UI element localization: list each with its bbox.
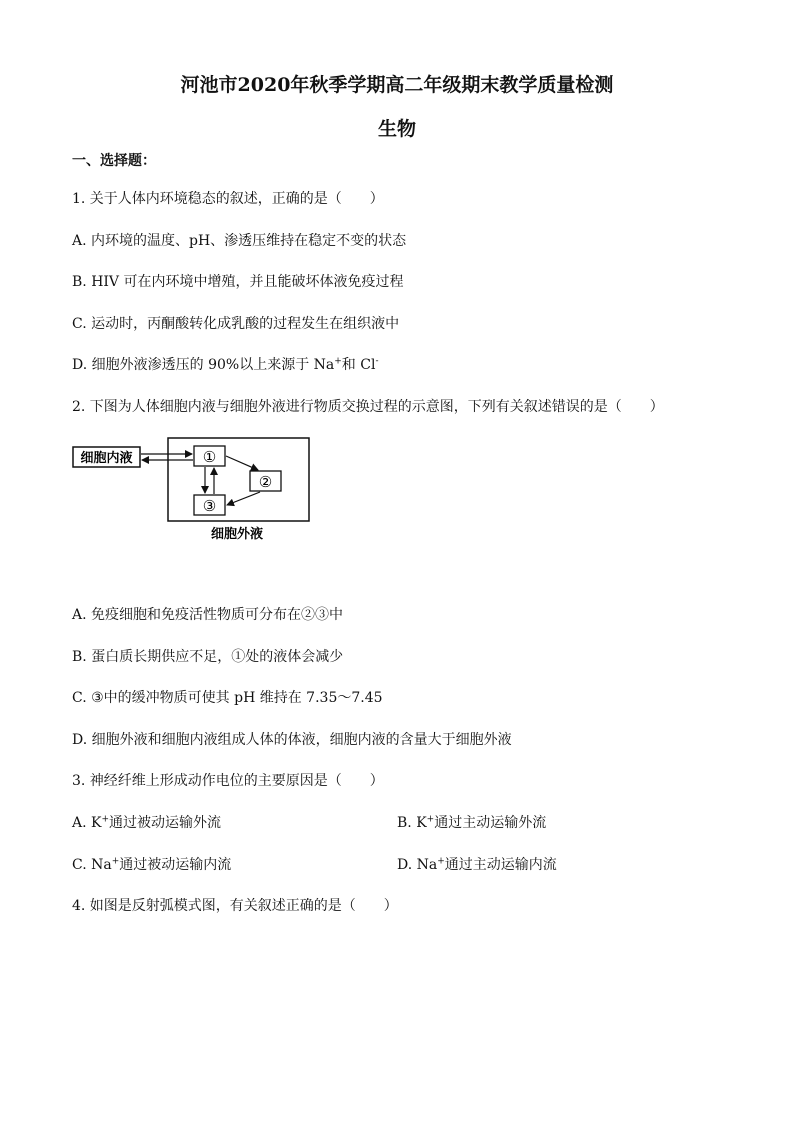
q3-option-a xyxy=(72,812,221,832)
superscript: + xyxy=(111,856,120,867)
superscript: + xyxy=(334,356,342,367)
q3-option-b-text: B. K xyxy=(397,815,427,831)
q1-stem: 1. 关于人体内环境稳态的叙述，正确的是（ ） xyxy=(72,191,384,207)
arrow-2-to-3 xyxy=(227,492,260,505)
q3-option-b-text2: 通过主动运输外流 xyxy=(434,815,547,831)
extracellular-frame xyxy=(168,438,309,521)
superscript: + xyxy=(437,856,445,867)
q2-stem: 2. 下图为人体细胞内液与细胞外液进行物质交换过程的示意图，下列有关叙述错误的是（ ） xyxy=(72,399,664,415)
q3-option-b xyxy=(397,812,546,832)
q2-option-c: C. ③中的缓冲物质可使其 pH 维持在 7.35～7.45 xyxy=(72,690,383,706)
q1-option-b: B. HIV 可在内环境中增殖，并且能破坏体液免疫过程 xyxy=(72,274,404,290)
intracellular-label: 细胞内液 xyxy=(80,451,133,466)
q3-stem: 3. 神经纤维上形成动作电位的主要原因是（ ） xyxy=(72,773,384,789)
extracellular-label: 细胞外液 xyxy=(210,527,264,542)
superscript: - xyxy=(375,356,379,367)
node-1-label: ① xyxy=(202,448,217,466)
q1-option-c: C. 运动时，丙酮酸转化成乳酸的过程发生在组织液中 xyxy=(72,316,400,332)
q1-option-a: A. 内环境的温度、pH、渗透压维持在稳定不变的状态 xyxy=(72,233,407,249)
exam-title: 河池市2020年秋季学期高二年级期末教学质量检测 xyxy=(180,74,614,96)
q3-option-c-text: C. Na xyxy=(72,857,112,873)
q4-stem: 4. 如图是反射弧模式图，有关叙述正确的是（ ） xyxy=(72,898,398,914)
q3-option-d-text2: 通过主动运输内流 xyxy=(444,857,557,873)
q3-option-a-text2: 通过被动运输外流 xyxy=(109,815,222,831)
q1-option-d-text2: 和 Cl xyxy=(341,357,376,373)
q3-option-c xyxy=(72,854,231,874)
node-2-label: ② xyxy=(258,473,273,491)
q2-option-b: B. 蛋白质长期供应不足，①处的液体会减少 xyxy=(72,649,344,665)
q3-option-d xyxy=(397,854,557,874)
q1-option-d xyxy=(72,354,378,374)
superscript: + xyxy=(101,814,110,825)
superscript: + xyxy=(426,814,435,825)
fluid-exchange-diagram xyxy=(72,436,322,548)
q3-option-c-text2: 通过被动运输内流 xyxy=(119,857,232,873)
arrow-1-to-2 xyxy=(226,456,258,470)
q3-option-d-text: D. Na xyxy=(397,857,438,873)
node-3-label: ③ xyxy=(202,497,217,515)
subject-title: 生物 xyxy=(377,118,416,140)
q2-option-a: A. 免疫细胞和免疫活性物质可分布在②③中 xyxy=(72,607,344,623)
q2-option-d: D. 细胞外液和细胞内液组成人体的体液，细胞内液的含量大于细胞外液 xyxy=(72,732,512,748)
section-heading: 一、选择题： xyxy=(72,153,156,169)
q1-option-d-text: D. 细胞外液渗透压的 90%以上来源于 Na xyxy=(72,357,335,373)
q3-option-a-text: A. K xyxy=(72,815,102,831)
